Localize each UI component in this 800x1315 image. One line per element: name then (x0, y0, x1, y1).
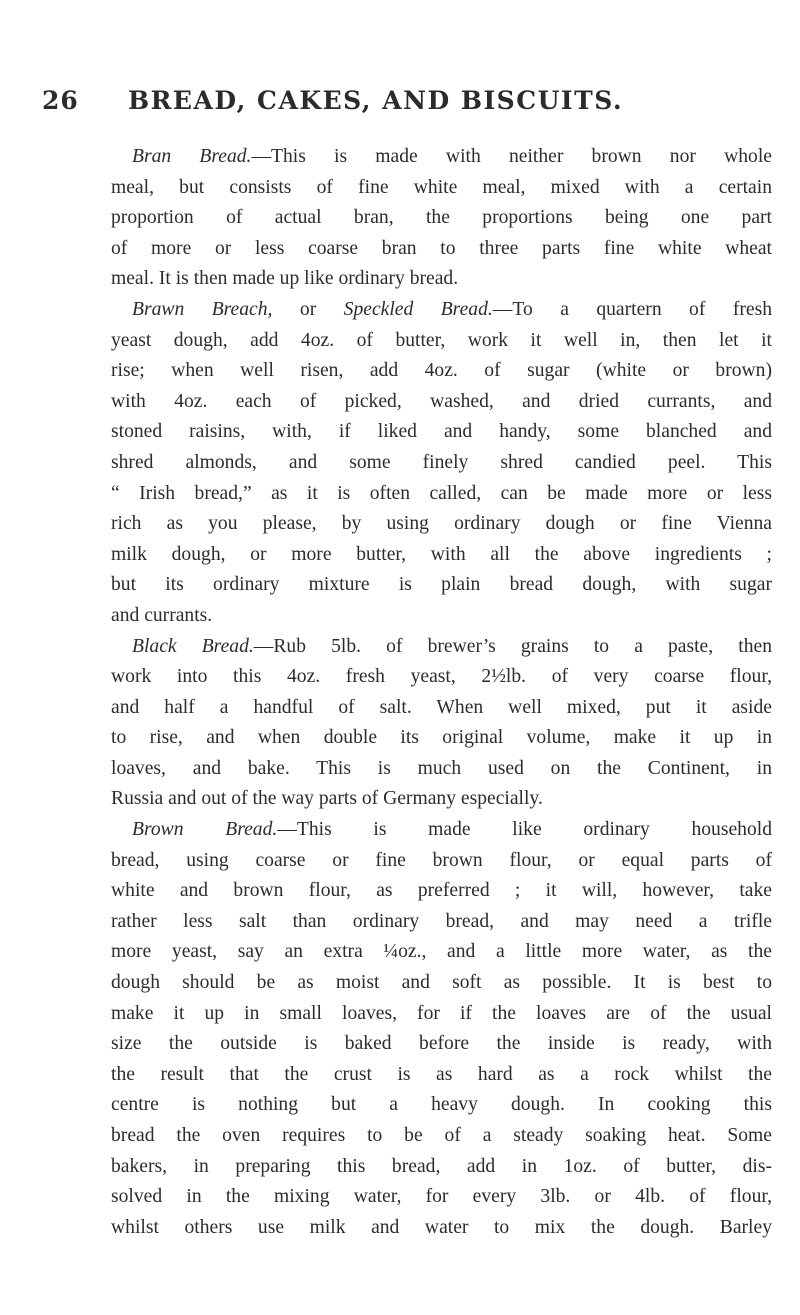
text-line: shred almonds, and some finely shred candied peel. This (111, 451, 772, 473)
text-line: “ Irish bread,” as it is often called, can be made more or less (111, 482, 772, 504)
text-line: to rise, and when double its original volume, make it up in (111, 727, 772, 749)
text-line: Brawn Breach, or Speckled Bread.—To a quartern of fresh (132, 298, 772, 320)
text-line: proportion of actual bran, the proportions being one part (111, 207, 772, 229)
text-line: whilst others use milk and water to mix the dough. Barley (111, 1216, 772, 1238)
text-line: white and brown flour, as preferred ; it will, however, take (111, 880, 772, 902)
text-line: the result that the crust is as hard as a rock whilst the (111, 1063, 772, 1085)
text-line: loaves, and bake. This is much used on the Continent, in (111, 757, 772, 779)
text-line: rather less salt than ordinary bread, and may need a trifle (111, 910, 772, 932)
text-line: make it up in small loaves, for if the loaves are of the usual (111, 1002, 772, 1024)
text-line: of more or less coarse bran to three parts fine white wheat (111, 237, 772, 259)
run-in-heading: Black Bread. (132, 635, 254, 657)
run-in-heading: Bran Bread. (132, 146, 252, 167)
paragraph-brown-bread (90, 815, 772, 1243)
paragraph-black-bread (90, 632, 772, 816)
chapter-title: BREAD, CAKES, AND BISCUITS. (128, 86, 624, 115)
text-line: and half a handful of salt. When well mixed, put it aside (111, 696, 772, 718)
text-line: more yeast, say an extra ¼oz., and a little more water, as the (111, 941, 772, 963)
run-in-heading: Brawn Breach, (132, 298, 273, 320)
text-line: work into this 4oz. fresh yeast, 2½lb. of very coarse flour, (111, 666, 772, 688)
text-line: Russia and out of the way parts of Germany especially. (111, 788, 543, 810)
page-number: 26 (42, 86, 79, 115)
text-line: centre is nothing but a heavy dough. In cooking this (111, 1094, 772, 1116)
text-line: size the outside is baked before the inside is ready, with (111, 1033, 772, 1055)
text-line: bread the oven requires to be of a steady soaking heat. Some (111, 1125, 772, 1146)
text-line: rich as you please, by using ordinary dough or fine Vienna (111, 513, 772, 535)
body-text (90, 142, 772, 1243)
text-line: stoned raisins, with, if liked and handy, some blanched and (111, 421, 772, 443)
text-line: yeast dough, add 4oz. of butter, work it well in, then let it (111, 329, 772, 351)
paragraph-speckled-bread (90, 295, 772, 632)
text-line: Brown Bread.—This is made like ordinary household (132, 819, 772, 841)
text-line: rise; when well risen, add 4oz. of sugar (white or brown) (111, 360, 772, 382)
paragraph-bran-bread (90, 142, 772, 295)
text-line: bakers, in preparing this bread, add in 1oz. of butter, dis- (111, 1155, 772, 1177)
text-line: meal. It is then made up like ordinary bread. (111, 268, 459, 290)
text-line: and currants. (111, 604, 213, 626)
run-in-heading-alt: Speckled Bread. (343, 298, 493, 320)
running-head (42, 86, 762, 126)
text-line: dough should be as moist and soft as possible. It is best to (111, 972, 772, 994)
text-line: milk dough, or more butter, with all the above ingredients ; (111, 543, 772, 565)
run-in-heading: Brown Bread. (132, 819, 278, 841)
text-line: bread, using coarse or fine brown flour, or equal parts of (111, 849, 772, 871)
text-line: Black Bread.—Rub 5lb. of brewer’s grains to a paste, then (132, 635, 772, 657)
text-line: meal, but consists of fine white meal, mixed with a certain (111, 176, 772, 198)
text-line: with 4oz. each of picked, washed, and dried currants, and (111, 390, 772, 412)
text-line: solved in the mixing water, for every 3lb. or 4lb. of flour, (111, 1186, 772, 1208)
text-line: but its ordinary mixture is plain bread dough, with sugar (111, 574, 772, 596)
heading-connector: or (272, 298, 344, 320)
text-line: Bran Bread.—This is made with neither brown nor whole (132, 146, 772, 167)
